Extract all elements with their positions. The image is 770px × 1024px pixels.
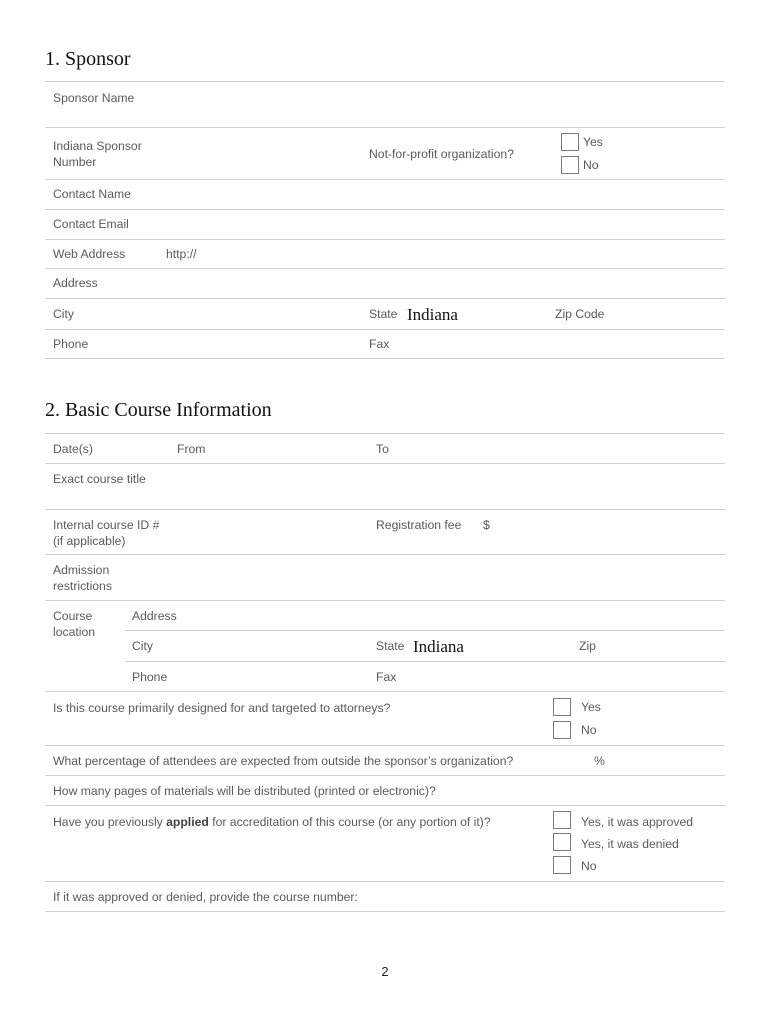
internal-id-note: (if applicable) xyxy=(53,534,126,548)
divider xyxy=(45,600,725,601)
section-title-course-info: 2. Basic Course Information xyxy=(45,399,272,421)
address-label: Address xyxy=(53,276,98,290)
nonprofit-question: Not-for-profit organization? xyxy=(369,147,514,161)
to-label: To xyxy=(376,442,389,456)
divider xyxy=(45,463,725,464)
divider xyxy=(45,691,725,692)
applied-question: Have you previously applied for accreditation of this course (or any portion of it)? xyxy=(53,815,491,829)
registration-fee-label: Registration fee xyxy=(376,518,462,532)
divider xyxy=(45,745,725,746)
divider xyxy=(125,661,725,662)
phone-label: Phone xyxy=(53,337,89,351)
contact-email-label: Contact Email xyxy=(53,217,129,231)
attorneys-no-checkbox[interactable] xyxy=(553,721,571,739)
location-phone-label: Phone xyxy=(132,670,168,684)
divider xyxy=(45,329,725,330)
divider xyxy=(45,179,725,180)
contact-name-label: Contact Name xyxy=(53,187,131,201)
web-address-label: Web Address xyxy=(53,247,126,261)
divider xyxy=(45,805,725,806)
dates-label: Date(s) xyxy=(53,442,93,456)
city-label: City xyxy=(53,307,74,321)
applied-approved-label: Yes, it was approved xyxy=(581,815,694,829)
nonprofit-yes-checkbox[interactable] xyxy=(561,133,579,151)
divider xyxy=(45,239,725,240)
divider xyxy=(45,775,725,776)
course-location-label: Course location xyxy=(53,609,96,639)
location-state-label: State xyxy=(376,639,405,653)
location-fax-label: Fax xyxy=(376,670,397,684)
divider xyxy=(45,298,725,299)
applied-no-checkbox[interactable] xyxy=(553,856,571,874)
state-value: Indiana xyxy=(407,305,458,324)
divider xyxy=(45,911,725,912)
attorneys-no-label: No xyxy=(581,723,597,737)
divider xyxy=(125,630,725,631)
location-city-label: City xyxy=(132,639,153,653)
attorneys-question: Is this course primarily designed for and targeted to attorneys? xyxy=(53,701,391,715)
section-title-sponsor: 1. Sponsor xyxy=(45,48,131,70)
attorneys-yes-label: Yes xyxy=(581,700,601,714)
pages-question: How many pages of materials will be distributed (printed or electronic)? xyxy=(53,784,436,798)
from-label: From xyxy=(177,442,206,456)
state-label: State xyxy=(369,307,398,321)
nonprofit-no-checkbox[interactable] xyxy=(561,156,579,174)
applied-approved-checkbox[interactable] xyxy=(553,811,571,829)
applied-denied-checkbox[interactable] xyxy=(553,833,571,851)
nonprofit-yes-label: Yes xyxy=(583,135,603,149)
divider xyxy=(45,554,725,555)
web-address-prefix: http:// xyxy=(166,247,197,261)
divider xyxy=(45,127,725,128)
applied-no-label: No xyxy=(581,859,597,873)
zip-code-label: Zip Code xyxy=(555,307,605,321)
location-zip-label: Zip xyxy=(579,639,596,653)
divider xyxy=(45,358,725,359)
divider xyxy=(45,881,725,882)
course-number-question: If it was approved or denied, provide the course number: xyxy=(53,890,358,904)
divider xyxy=(45,268,725,269)
applied-denied-label: Yes, it was denied xyxy=(581,837,679,851)
exact-title-label: Exact course title xyxy=(53,472,146,486)
currency-symbol: $ xyxy=(483,518,490,532)
divider xyxy=(45,433,725,434)
percentage-question: What percentage of attendees are expected from outside the sponsor’s organization? xyxy=(53,754,514,768)
nonprofit-no-label: No xyxy=(583,158,599,172)
location-state-value: Indiana xyxy=(413,637,464,656)
internal-id-label: Internal course ID # xyxy=(53,518,160,532)
indiana-sponsor-number-label: Indiana Sponsor Number xyxy=(53,139,142,169)
divider xyxy=(45,209,725,210)
attorneys-yes-checkbox[interactable] xyxy=(553,698,571,716)
location-address-label: Address xyxy=(132,609,177,623)
divider xyxy=(45,509,725,510)
percent-sign: % xyxy=(594,754,605,768)
fax-label: Fax xyxy=(369,337,390,351)
admission-restrictions-label: Admission restrictions xyxy=(53,563,112,593)
divider xyxy=(45,81,725,82)
sponsor-name-label: Sponsor Name xyxy=(53,91,135,105)
page-number: 2 xyxy=(381,964,389,979)
